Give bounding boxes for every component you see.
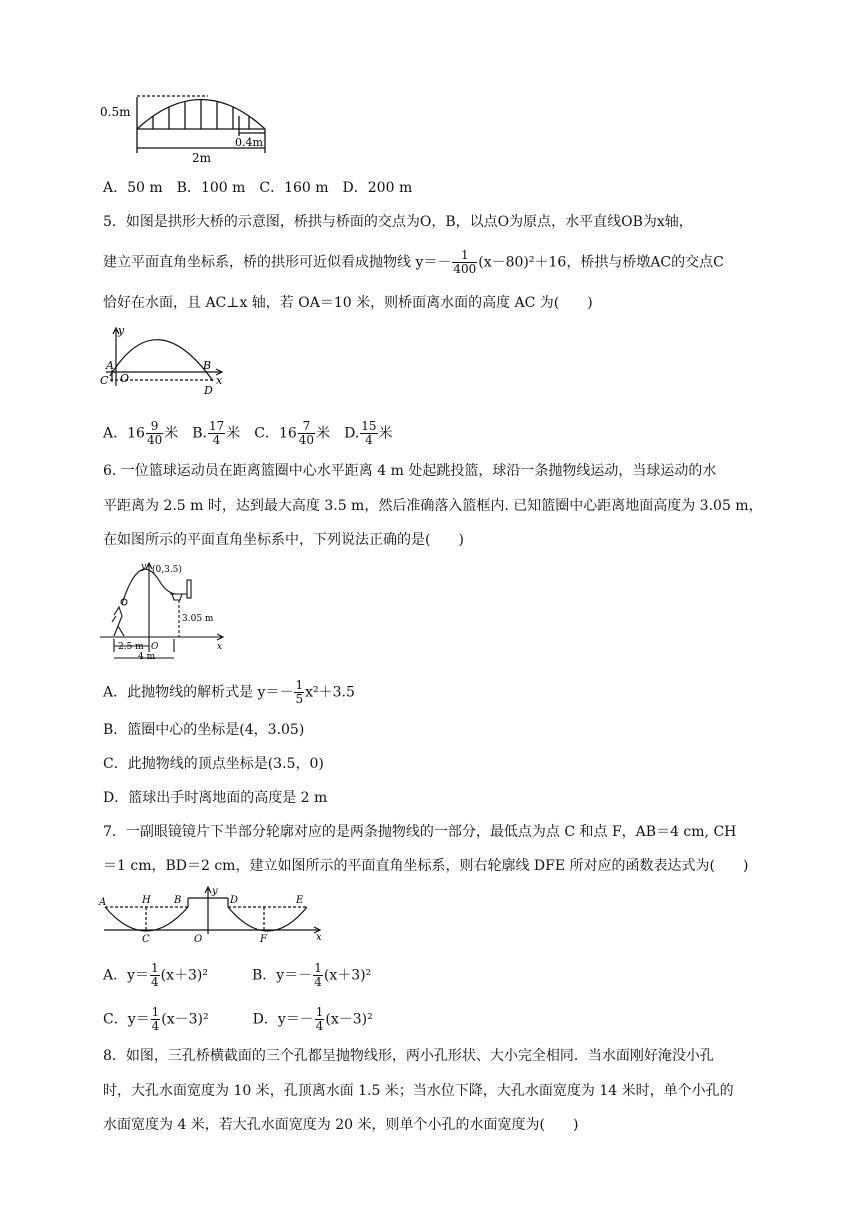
option-d-rest: (x－3)²	[325, 1011, 373, 1028]
q5-line-2b: (x－80)²＋16，桥拱与桥墩AC的交点C	[478, 254, 724, 271]
option-c-fraction	[151, 1006, 161, 1033]
option-a-fraction	[146, 420, 163, 447]
q7-line-1: 7．一副眼镜镜片下半部分轮廓对应的是两条抛物线的一部分，最低点为点 C 和点 F，AB＝4 cm, CH	[103, 824, 737, 840]
fig-o-label: O	[151, 642, 159, 652]
q6-option-b: B．篮圈中心的坐标是(4，3.05)	[103, 722, 305, 738]
segment-label: 0.4m	[235, 136, 263, 149]
q4-options: A．50 m B．100 m C．160 m D．200 m	[103, 180, 413, 196]
fraction-numerator: 1	[314, 961, 322, 975]
fig-x-label: x	[216, 374, 223, 387]
fig-x-label: x	[316, 932, 322, 943]
option-d-unit: 米	[378, 425, 393, 442]
option-a-unit: 米	[164, 425, 179, 442]
fig-b-label: B	[174, 895, 182, 906]
q7-line-2: ＝1 cm，BD＝2 cm，建立如图所示的平面直角坐标系，则右轮廓线 DFE 所对应的函数表达式为( )	[103, 858, 749, 874]
fraction-denominator: 4	[151, 975, 159, 989]
fig-c-label: C	[142, 934, 150, 945]
option-b-text: B．y＝－	[252, 967, 313, 984]
fig-o-label: O	[194, 934, 203, 945]
vertex-label: (0,3.5)	[152, 565, 182, 575]
fraction-numerator: 1	[151, 961, 159, 975]
fig-h-label: H	[142, 895, 151, 906]
option-c-fraction	[298, 420, 315, 447]
fig-y-label: y	[118, 324, 125, 337]
fig-a-label: A	[99, 897, 107, 908]
fraction-denominator: 4	[365, 433, 373, 447]
option-a-fraction	[294, 679, 304, 706]
fraction-denominator: 4	[314, 975, 322, 989]
fig-d-label: D	[204, 384, 213, 397]
q5-line-1: 5．如图是拱形大桥的示意图，桥拱与桥面的交点为O，B，以点O为原点，水平直线OB为x轴，	[103, 214, 693, 230]
fig-y-label: y	[212, 886, 218, 897]
fraction-numerator: 1	[151, 1005, 160, 1019]
fraction-denominator: 4	[212, 433, 221, 447]
option-b-rest: (x＋3)²	[323, 967, 372, 984]
q7-options-cd	[103, 1006, 373, 1033]
q8-line-1: 8．如图，三孔桥横截面的三个孔都呈抛物线形，两小孔形状、大小完全相同．当水面刚好淹没小孔	[103, 1048, 714, 1064]
option-d: D.	[344, 425, 360, 442]
arch-figure-q4	[100, 88, 270, 168]
q6-option-c: C．此抛物线的顶点坐标是(3.5，0)	[103, 756, 324, 772]
fig-a-label: A	[106, 359, 114, 372]
option-d-fraction	[315, 1006, 325, 1033]
fraction-numerator: 9	[146, 420, 163, 434]
fraction-numerator: 1	[295, 678, 304, 692]
option-a: A．16	[103, 425, 145, 442]
glasses-figure-q7	[98, 884, 328, 946]
fraction-denominator: 40	[146, 433, 163, 447]
option-c: C．16	[254, 425, 297, 442]
height-label: 0.5m	[100, 105, 131, 119]
fraction-numerator: 15	[361, 419, 377, 433]
q5-fraction	[452, 249, 477, 276]
fraction-numerator: 17	[208, 419, 225, 433]
fraction-denominator: 5	[295, 692, 304, 706]
q7-options-ab	[103, 962, 371, 989]
fig-e-label: E	[296, 895, 304, 906]
option-c-text: C．y＝	[103, 1011, 150, 1028]
fraction-numerator: 1	[452, 249, 477, 263]
option-a-fraction	[150, 962, 160, 989]
option-a-text: A．此抛物线的解析式是 y＝－	[103, 684, 294, 701]
q5-line-2a: 建立平面直角坐标系，桥的拱形可近似看成抛物线 y＝－	[103, 254, 452, 271]
q5-line-3: 恰好在水面，且 AC⊥x 轴，若 OA＝10 米，则桥面离水面的高度 AC 为( )	[103, 295, 593, 311]
q5-options	[103, 420, 393, 447]
distance-4-label: 4 m	[138, 652, 156, 662]
fig-c-label: C	[100, 374, 109, 387]
option-a-text: A．y＝	[103, 967, 150, 984]
fig-o-label: O	[120, 372, 130, 385]
fraction-denominator: 400	[453, 262, 477, 276]
option-d-fraction	[360, 420, 377, 447]
option-b-unit: 米	[226, 425, 241, 442]
fraction-denominator: 4	[315, 1019, 324, 1033]
option-c-unit: 米	[316, 425, 331, 442]
option-d-text: D．y＝－	[252, 1011, 314, 1028]
option-a-rest: (x＋3)²	[160, 967, 209, 984]
fig-f-label: F	[260, 934, 267, 945]
q6-line-2: 平距离为 2.5 m 时，达到最大高度 3.5 m，然后准确落入篮框内. 已知篮圈中心距离地面高度为 3.05 m，	[103, 498, 763, 514]
option-b: B.	[192, 425, 207, 442]
q6-line-1: 6. 一位篮球运动员在距离篮圈中心水平距离 4 m 处起跳投篮，球沿一条抛物线运动，当球运动的水	[103, 463, 717, 479]
fig-d-label: D	[230, 895, 239, 906]
distance-2-5-label: 2.5 m	[118, 642, 144, 652]
fig-x-label: x	[217, 642, 223, 652]
fig-y-label: y	[141, 562, 147, 572]
q6-line-3: 在如图所示的平面直角坐标系中，下列说法正确的是( )	[103, 532, 464, 548]
q8-line-3: 水面宽度为 4 米，若大孔水面宽度为 20 米，则单个小孔的水面宽度为( )	[103, 1117, 579, 1133]
option-b-fraction	[313, 962, 323, 989]
option-c-rest: (x－3)²	[161, 1011, 209, 1028]
q8-line-2: 时，大孔水面宽度为 10 米，孔顶离水面 1.5 米；当水位下降，大孔水面宽度为 14 米时，单个小孔的	[103, 1083, 734, 1099]
bridge-figure-q5	[98, 326, 238, 398]
basketball-figure-q6	[100, 560, 230, 660]
fig-b-label: B	[203, 359, 212, 372]
q5-line-2	[103, 249, 724, 276]
hoop-height-label: 3.05 m	[182, 614, 214, 624]
fraction-numerator: 1	[315, 1005, 324, 1019]
q6-option-d: D．篮球出手时离地面的高度是 2 m	[103, 790, 328, 806]
fraction-numerator: 7	[298, 420, 315, 434]
fraction-denominator: 4	[151, 1019, 160, 1033]
q6-option-a	[103, 679, 355, 706]
width-label: 2m	[192, 151, 212, 165]
option-a-rest: x²＋3.5	[305, 684, 355, 701]
option-b-fraction	[208, 420, 225, 447]
fraction-denominator: 40	[298, 433, 315, 447]
